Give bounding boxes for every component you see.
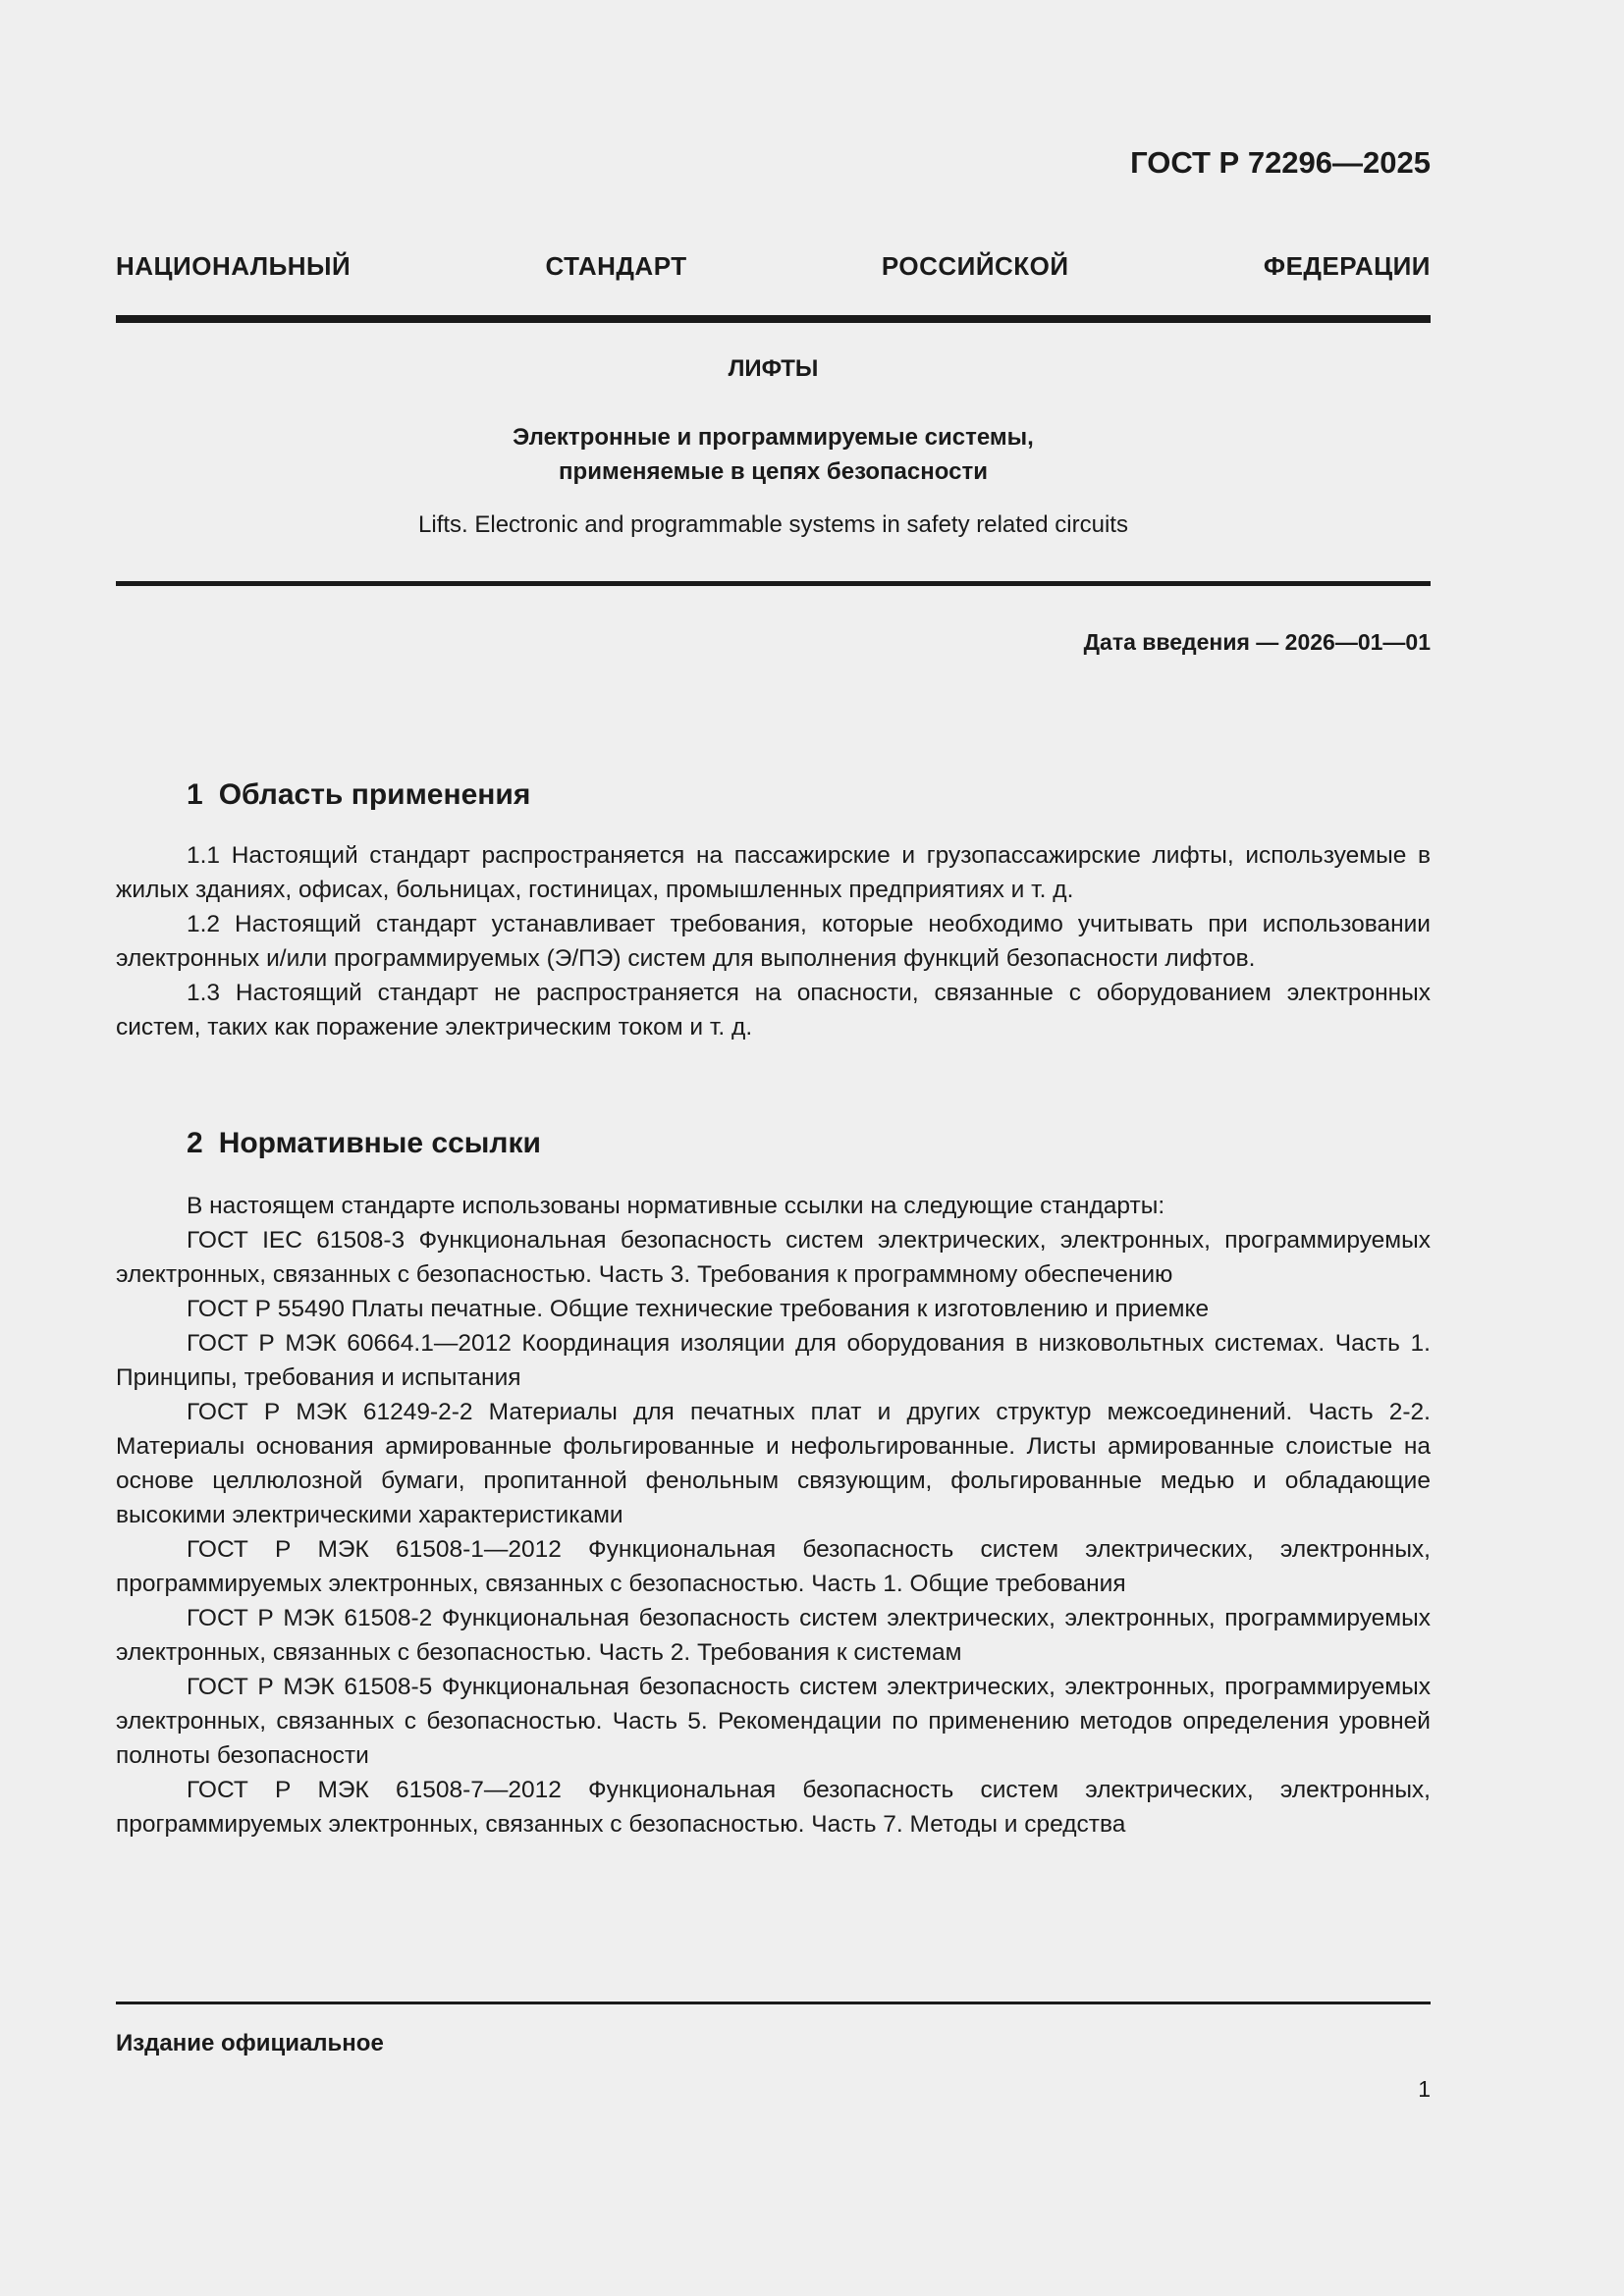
section-1-body [116,838,1431,1044]
normative-reference: ГОСТ Р МЭК 60664.1—2012 Координация изоляции для оборудования в низковольтных системах. Часть 1. Принципы, требования и испытания [116,1330,1431,1391]
effective-date: Дата введения — 2026—01—01 [1083,629,1431,655]
section-2-body [116,1189,1431,1842]
page-number: 1 [1418,2076,1431,2102]
document-code: ГОСТ Р 72296—2025 [1130,145,1431,180]
paragraph: 1.2 Настоящий стандарт устанавливает требования, которые необходимо учитывать при использовании электронных и/или программируемых (Э/ПЭ) систем для выполнения функций безопасности лифтов. [116,911,1431,972]
national-standard-banner: НАЦИОНАЛЬНЫЙ СТАНДАРТ РОССИЙСКОЙ ФЕДЕРАЦИИ [116,251,1431,281]
section-number: 2 [187,1127,203,1159]
footer-divider [116,2002,1431,2004]
section-title: Нормативные ссылки [218,1127,541,1159]
section-2-heading [187,1127,541,1160]
section-1-heading [187,778,530,812]
normative-reference: ГОСТ Р МЭК 61508-1—2012 Функциональная безопасность систем электрических, электронных, программируемых электронных, связанных с безопасностью. Часть 1. Общие требования [116,1536,1431,1597]
document-subtitle [116,420,1431,489]
english-title: Lifts. Electronic and programmable systems in safety related circuits [418,511,1128,538]
normative-reference: ГОСТ Р МЭК 61249-2-2 Материалы для печатных плат и других структур межсоединений. Часть 2-2. Материалы основания армированные фольгированные и нефольгированные. Листы армированные слоистые на основе целлюлозной бумаги, пропитанной фенольным связующим, фольгированные медью и обладающие высокими электрическими характеристиками [116,1399,1431,1528]
top-divider [116,315,1431,323]
normative-reference: ГОСТ Р МЭК 61508-7—2012 Функциональная безопасность систем электрических, электронных, программируемых электронных, связанных с безопасностью. Часть 7. Методы и средства [116,1777,1431,1838]
normative-reference: ГОСТ Р 55490 Платы печатные. Общие технические требования к изготовлению и приемке [187,1296,1210,1322]
paragraph: 1.1 Настоящий стандарт распространяется на пассажирские и грузопассажирские лифты, используемые в жилых зданиях, офисах, больницах, гостиницах, промышленных предприятиях и т. д. [116,842,1431,903]
paragraph: 1.3 Настоящий стандарт не распространяется на опасности, связанные с оборудованием электронных систем, таких как поражение электрическим током и т. д. [116,980,1431,1041]
subtitle-line-1: Электронные и программируемые системы, [513,424,1034,451]
normative-reference: ГОСТ Р МЭК 61508-2 Функциональная безопасность систем электрических, электронных, программируемых электронных, связанных с безопасностью. Часть 2. Требования к системам [116,1605,1431,1666]
normative-reference: ГОСТ Р МЭК 61508-5 Функциональная безопасность систем электрических, электронных, программируемых электронных, связанных с безопасностью. Часть 5. Рекомендации по применению методов определения уровней полноты безопасности [116,1674,1431,1769]
normative-reference: ГОСТ IEC 61508-3 Функциональная безопасность систем электрических, электронных, программируемых электронных, связанных с безопасностью. Часть 3. Требования к программному обеспечению [116,1227,1431,1288]
section-number: 1 [187,778,203,811]
document-title: ЛИФТЫ [728,355,819,382]
section-title: Область применения [218,778,531,811]
subtitle-line-2: применяемые в цепях безопасности [559,458,988,485]
title-divider [116,581,1431,586]
official-edition-label: Издание официальное [116,2030,384,2056]
paragraph: В настоящем стандарте использованы нормативные ссылки на следующие стандарты: [187,1193,1165,1219]
